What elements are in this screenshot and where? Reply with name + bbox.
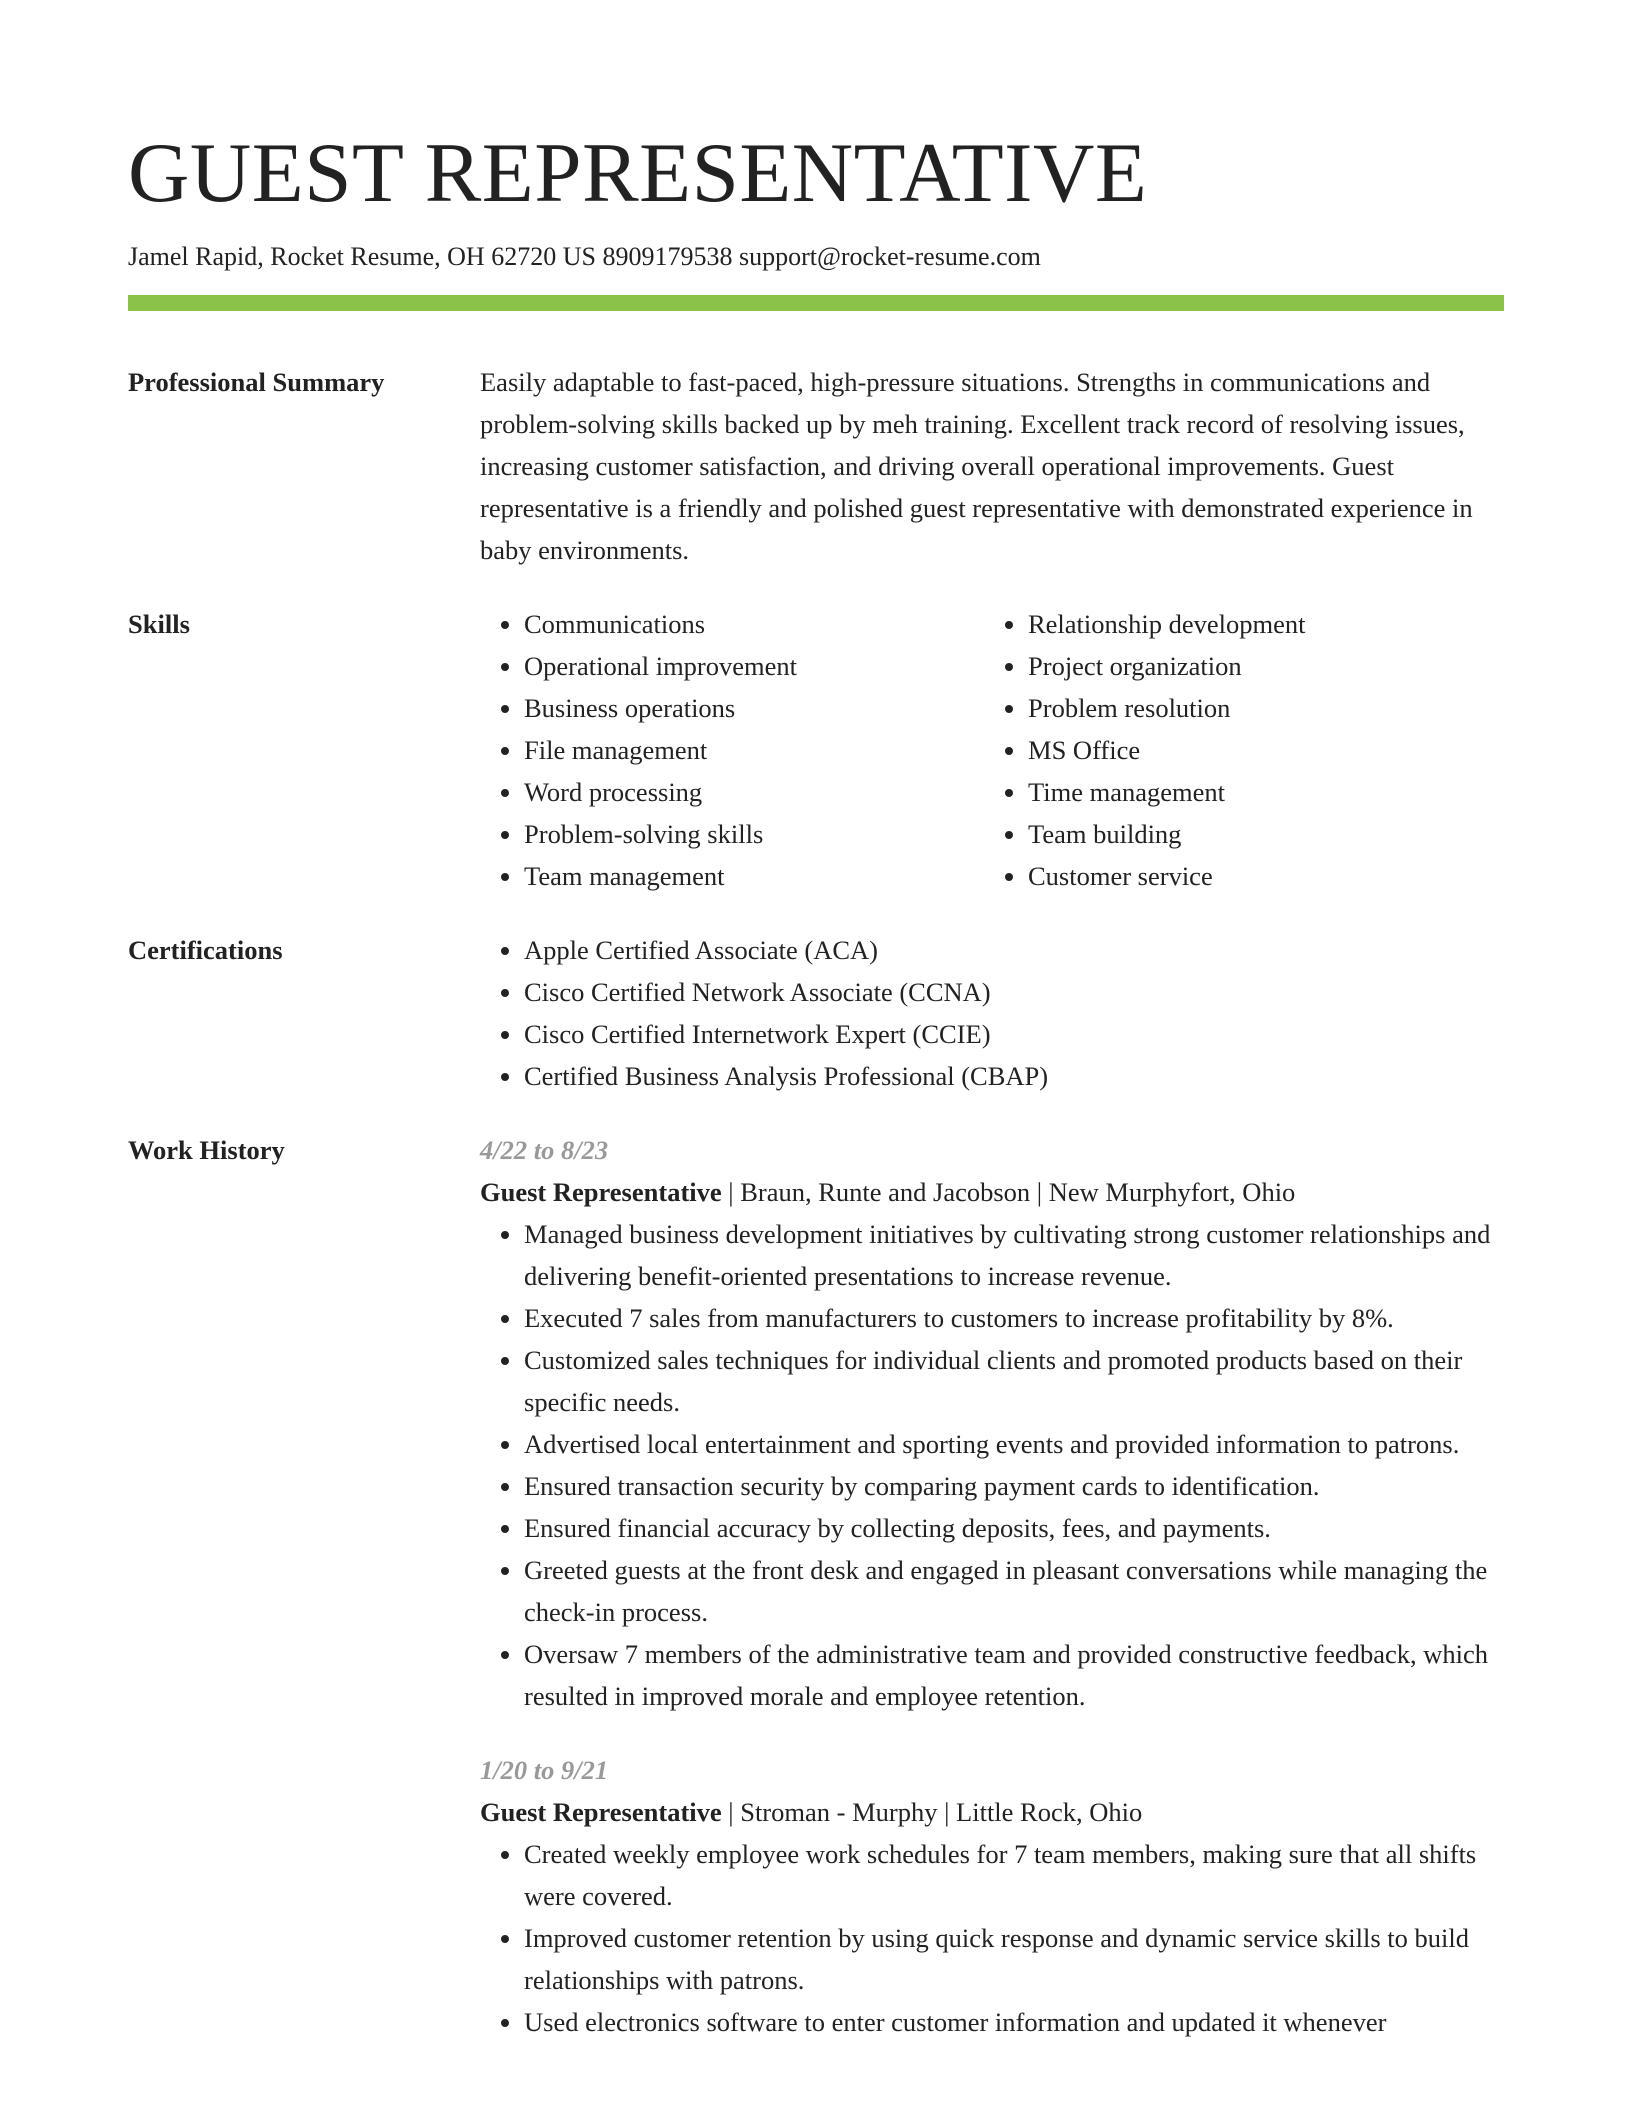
job-bullet: • Advertised local entertainment and sporting events and provided information to patrons. — [524, 1423, 1504, 1465]
job-bullet: • Used electronics software to enter customer information and updated it whenever — [524, 2001, 1504, 2043]
job-bullet: • Oversaw 7 members of the administrative team and provided constructive feedback, which resulted in improved morale and employee retention. — [524, 1633, 1504, 1717]
skill-item: • Team management — [524, 855, 984, 897]
skill-item: • Operational improvement — [524, 645, 984, 687]
job-bullets — [480, 1833, 1504, 2043]
skill-item: • Relationship development — [1028, 603, 1488, 645]
skill-item: • Business operations — [524, 687, 984, 729]
certifications-list — [480, 929, 1504, 1097]
job-bullet: • Managed business development initiatives by cultivating strong customer relationships and delivering benefit-oriented presentations to increase revenue. — [524, 1213, 1504, 1297]
accent-divider — [128, 295, 1504, 311]
skill-item: • Word processing — [524, 771, 984, 813]
job-bullet: • Customized sales techniques for individual clients and promoted products based on their specific needs. — [524, 1339, 1504, 1423]
skills-columns — [480, 603, 1504, 897]
job-bullet: • Created weekly employee work schedules for 7 team members, making sure that all shifts were covered. — [524, 1833, 1504, 1917]
job-dates: 1/20 to 9/21 — [480, 1755, 609, 1785]
certification-item: • Certified Business Analysis Professional (CBAP) — [524, 1055, 1504, 1097]
certification-item: • Cisco Certified Internetwork Expert (CCIE) — [524, 1013, 1504, 1055]
certification-item: • Apple Certified Associate (ACA) — [524, 929, 1504, 971]
skill-item: • Time management — [1028, 771, 1488, 813]
section-label: Skills — [128, 609, 190, 639]
section-label: Professional Summary — [128, 367, 385, 397]
skills-section — [128, 603, 1504, 897]
skill-item: • Problem-solving skills — [524, 813, 984, 855]
skills-column-left — [480, 603, 984, 897]
job-heading — [480, 1791, 1504, 1833]
job-bullet: • Improved customer retention by using quick response and dynamic service skills to build relationships with patrons. — [524, 1917, 1504, 2001]
job-dates: 4/22 to 8/23 — [480, 1135, 609, 1165]
work-history-section — [128, 1129, 1504, 2043]
skill-item: • File management — [524, 729, 984, 771]
section-label: Work History — [128, 1135, 285, 1165]
resume-title: GUEST REPRESENTATIVE — [128, 126, 1148, 220]
skill-item: • Problem resolution — [1028, 687, 1488, 729]
contact-line: Jamel Rapid, Rocket Resume, OH 62720 US 8909179538 support@rocket-resume.com — [128, 242, 1041, 271]
job-employer-location: | Stroman - Murphy | Little Rock, Ohio — [721, 1797, 1143, 1827]
job-bullet: • Executed 7 sales from manufacturers to customers to increase profitability by 8%. — [524, 1297, 1504, 1339]
job-bullet: • Greeted guests at the front desk and engaged in pleasant conversations while managing the check-in process. — [524, 1549, 1504, 1633]
job-bullets — [480, 1213, 1504, 1717]
work-history-entries — [480, 1129, 1504, 2043]
skill-item: • Team building — [1028, 813, 1488, 855]
resume-page — [128, 118, 1504, 2043]
skills-column-right — [984, 603, 1488, 897]
job-employer-location: | Braun, Runte and Jacobson | New Murphyfort, Ohio — [721, 1177, 1296, 1207]
section-label: Certifications — [128, 935, 283, 965]
skill-item: • Project organization — [1028, 645, 1488, 687]
skill-item: • MS Office — [1028, 729, 1488, 771]
job-heading — [480, 1171, 1504, 1213]
certification-item: • Cisco Certified Network Associate (CCNA) — [524, 971, 1504, 1013]
job-entry — [480, 1749, 1504, 2043]
summary-text: Easily adaptable to fast-paced, high-pressure situations. Strengths in communications and problem-solving skills backed up by meh training. Excellent track record of resolving issues, increasing customer satisfaction, and driving overall operational improvements. Guest representative is a friendly and polished guest representative with demonstrated experience in baby environments. — [480, 367, 1473, 565]
job-bullet: • Ensured transaction security by comparing payment cards to identification. — [524, 1465, 1504, 1507]
skill-item: • Customer service — [1028, 855, 1488, 897]
job-title: Guest Representative — [480, 1797, 722, 1827]
professional-summary-section — [128, 361, 1504, 571]
certifications-section — [128, 929, 1504, 1097]
job-entry — [480, 1129, 1504, 1717]
job-title: Guest Representative — [480, 1177, 722, 1207]
skill-item: • Communications — [524, 603, 984, 645]
job-bullet: • Ensured financial accuracy by collecting deposits, fees, and payments. — [524, 1507, 1504, 1549]
